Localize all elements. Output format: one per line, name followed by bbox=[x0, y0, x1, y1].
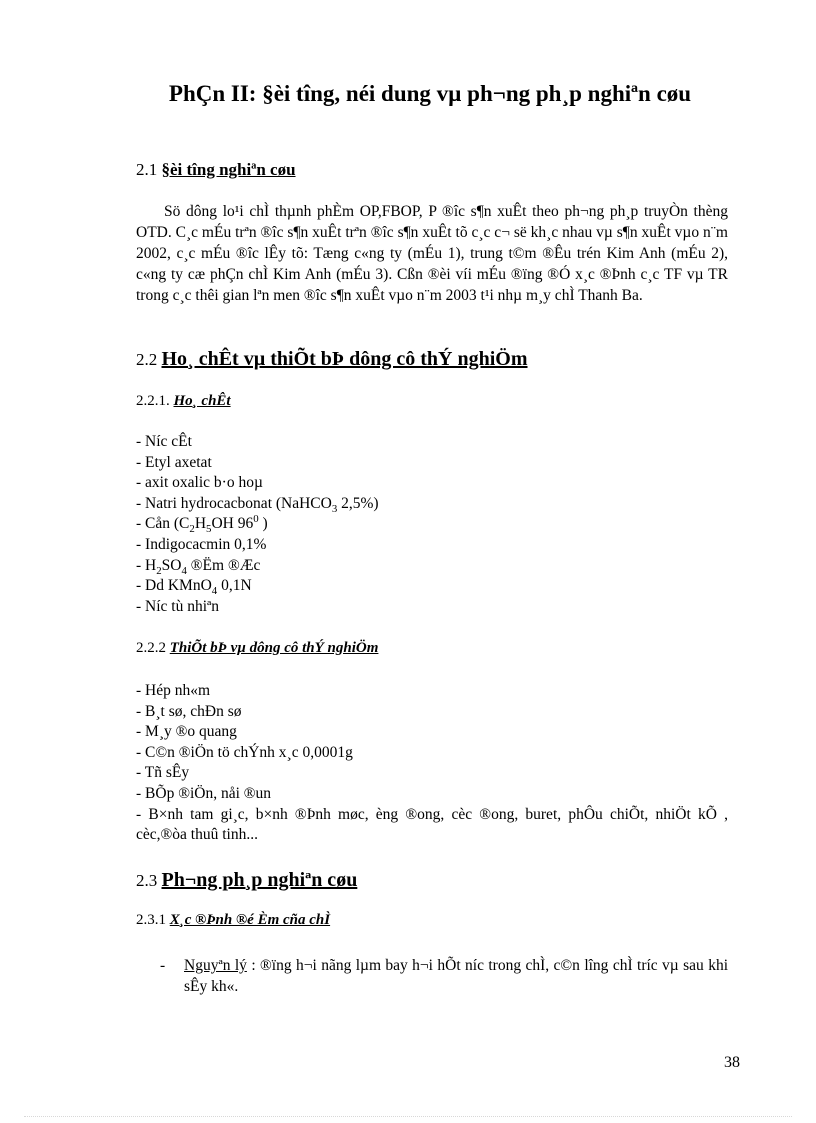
page-number: 38 bbox=[724, 1054, 740, 1071]
principle-body: : ®ïng h¬i nãng lµm bay h¬i hÕt níc trong chÌ, c©n lîng chÌ tríc vµ sau khi sÊy kh«. bbox=[184, 957, 728, 995]
list-item: - axit oxalic b·o hoµ bbox=[136, 474, 263, 492]
list-item: - Indigocacmin 0,1% bbox=[136, 535, 267, 553]
list-item: - $H_2SO_4$ ®Ëm ®Æc bbox=[136, 556, 261, 577]
chemicals-list bbox=[136, 432, 728, 617]
section-2-2-heading bbox=[136, 348, 528, 371]
list-item: - Hép nh«m bbox=[136, 682, 211, 699]
list-item: - Tñ sÊy bbox=[136, 764, 190, 782]
section-number: 2.2.2 bbox=[136, 640, 166, 656]
section-2-3-1-heading bbox=[136, 912, 330, 929]
section-number: 2.3.1 bbox=[136, 912, 166, 928]
principle-label: Nguyªn lý bbox=[184, 957, 247, 974]
bullet-dash: - bbox=[160, 957, 166, 974]
section-title: Ho¸ chÊt bbox=[173, 393, 231, 409]
section-number: 2.2.1. bbox=[136, 393, 170, 409]
footer-divider bbox=[24, 1116, 792, 1117]
list-item: - Natri hydrocacbonat (NaHCO$_3$ 2,5%) bbox=[136, 494, 379, 515]
page-title: PhÇn II: §èi tîng, néi dung vµ ph¬ng ph¸p nghiªn cøu bbox=[168, 81, 692, 106]
list-item: - M¸y ®o quang bbox=[136, 723, 237, 741]
section-title: §èi tîng nghiªn cøu bbox=[161, 160, 296, 179]
section-title: ThiÕt bÞ vµ dông cô thÝ nghiÖm bbox=[169, 640, 379, 656]
principle-item bbox=[160, 955, 728, 997]
section-title: X¸c ®Þnh ®é Èm cña chÌ bbox=[169, 912, 331, 928]
list-item: - Níc cÊt bbox=[136, 433, 192, 450]
section-2-2-2-heading bbox=[136, 640, 378, 657]
list-item: - Etyl axetat bbox=[136, 453, 212, 471]
section-2-2-1-heading bbox=[136, 393, 231, 410]
section-2-1-paragraph: Sö dông lo¹i chÌ thµnh phÈm OP,FBOP, P ®îc s¶n xuÊt theo ph¬ng ph¸p truyÒn thèng OTD. C¸c mÉu trªn ®îc s¶n xuÊt trªn ®îc s¶n xuÊt tõ c¸c c¬ së kh¸c nhau vµ s¶n xuÊt vµo n¨m 2002, c¸c mÉu ®îc lÊy tõ: Tæng c«ng ty (mÉu 1), trung t©m ®Êu trén Kim Anh (mÉu 2), c«ng ty cæ phÇn chÌ Kim Anh (mÉu 3). Cßn ®èi víi mÉu ®ïng ®Ó x¸c ®Þnh c¸c TF vµ TR trong c¸c thêi gian lªn men ®îc s¶n xuÊt vµo n¨m 2003 t¹i nhµ m¸y chÌ Thanh Ba. bbox=[136, 203, 728, 304]
section-title: Ph¬ng ph¸p nghiªn cøu bbox=[161, 869, 358, 891]
list-item: - Níc tù nhiªn bbox=[136, 597, 220, 615]
section-2-3-heading bbox=[136, 869, 357, 892]
principle-text bbox=[184, 955, 728, 997]
section-number: 2.2 bbox=[136, 350, 158, 369]
section-number: 2.3 bbox=[136, 871, 158, 890]
section-title: Ho¸ chÊt vµ thiÕt bÞ dông cô thÝ nghiÖm bbox=[161, 348, 528, 370]
list-item: - B¸t sø, chÐn sø bbox=[136, 702, 242, 720]
equipment-list bbox=[136, 681, 728, 846]
section-2-1-heading bbox=[136, 160, 296, 180]
list-item: - Cån ($C_2H_5OH$ $96^0$ ) bbox=[136, 513, 268, 536]
list-item: - BÕp ®iÖn, nåi ®un bbox=[136, 784, 272, 802]
list-item: - B×nh tam gi¸c, b×nh ®Þnh møc, èng ®ong, cèc ®ong, buret, phÔu chiÕt, nhiÖt kÕ , cèc,®òa thuû tinh... bbox=[136, 805, 728, 844]
list-item: - Dd KMnO$_4$ 0,1N bbox=[136, 577, 252, 598]
section-number: 2.1 bbox=[136, 160, 158, 179]
list-item: - C©n ®iÖn tö chÝnh x¸c 0,0001g bbox=[136, 743, 353, 761]
